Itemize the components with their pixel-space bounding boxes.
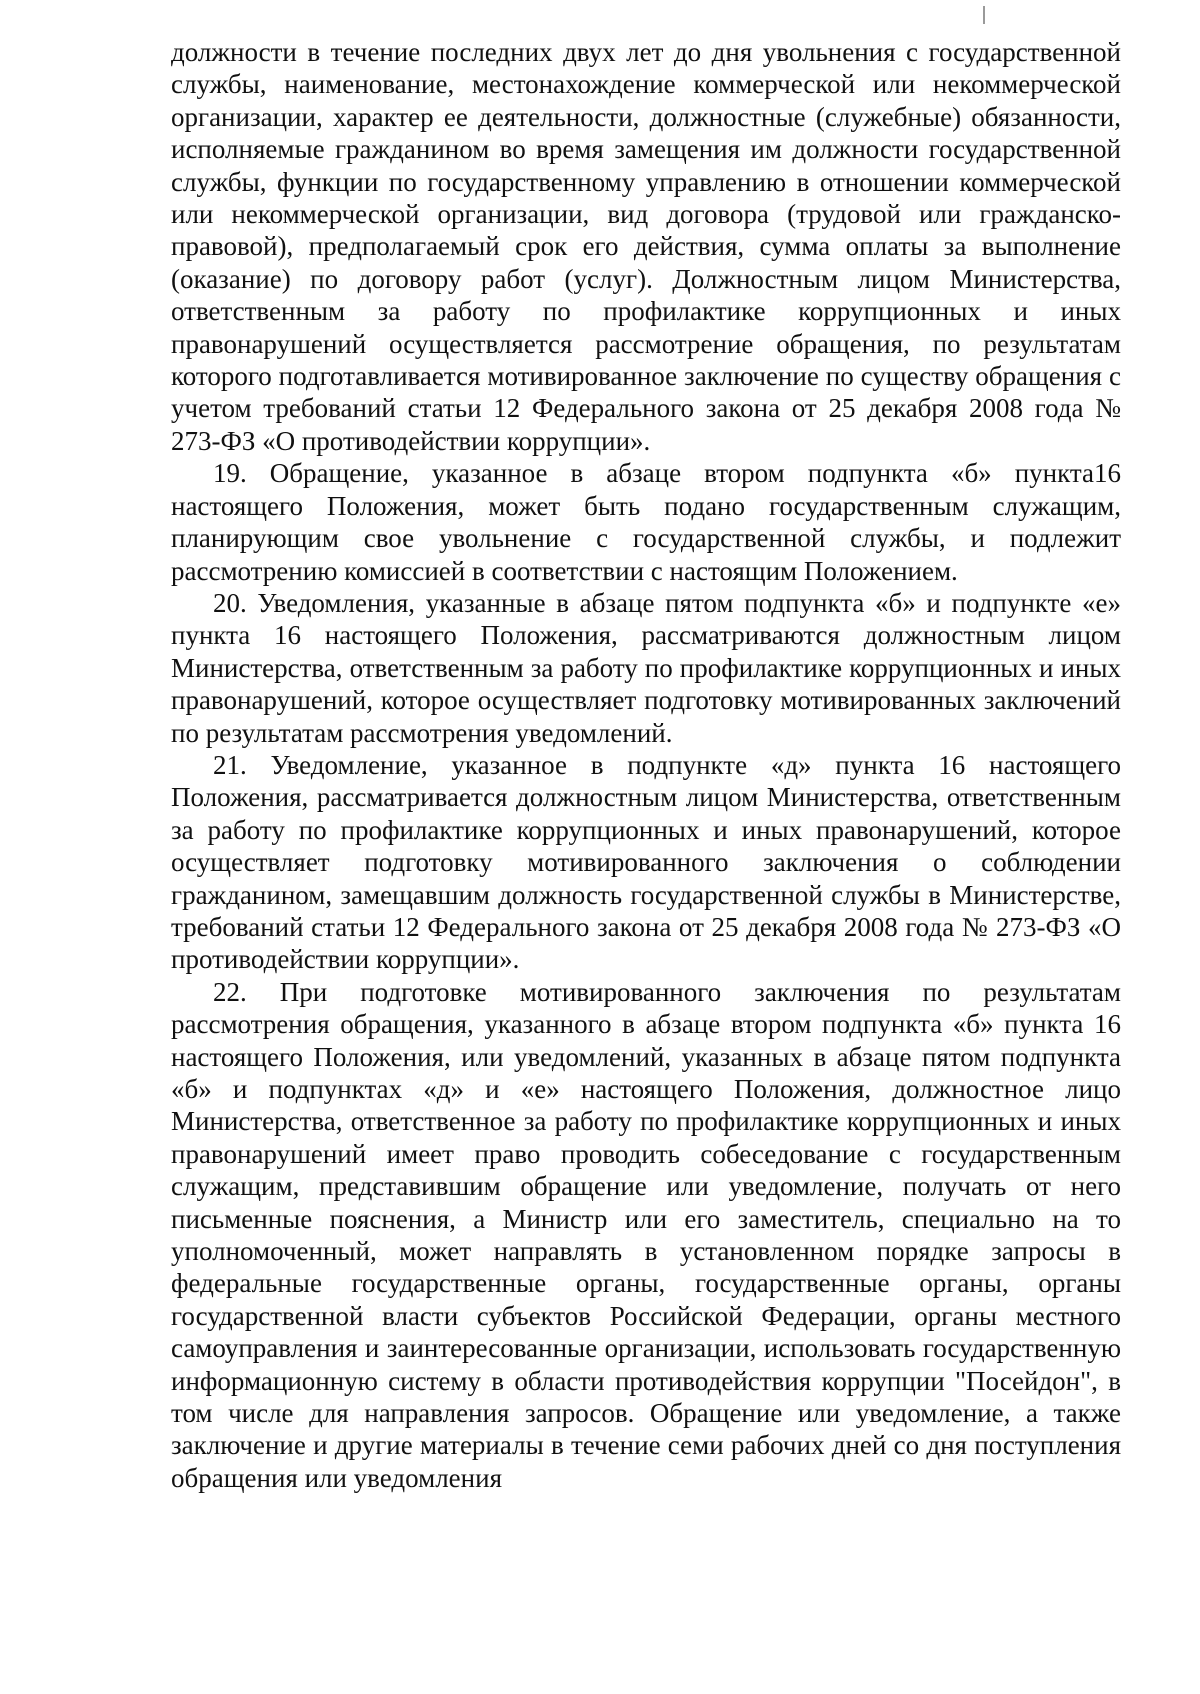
paragraph-21: 21. Уведомление, указанное в подпункте «д» пункта 16 настоящего Положения, рассматривается должностным лицом Министерства, ответственным за работу по профилактике коррупционных и иных правонарушений, которое осуществляет подготовку мотивированного заключения о соблюдении гражданином, замещавшим должность государственной службы в Министерстве, требований статьи 12 Федерального закона от 25 декабря 2008 года № 273-ФЗ «О противодействии коррупции».: [171, 749, 1121, 975]
paragraph-20: 20. Уведомления, указанные в абзаце пятом подпункта «б» и подпункте «е» пункта 16 настоящего Положения, рассматриваются должностным лицом Министерства, ответственным за работу по профилактике коррупционных и иных правонарушений, которое осуществляет подготовку мотивированных заключений по результатам рассмотрения уведомлений.: [171, 587, 1121, 748]
scan-artifact-mark: [983, 6, 985, 24]
paragraph-continuation: должности в течение последних двух лет до дня увольнения с государственной службы, наименование, местонахождение коммерческой или некоммерческой организации, характер ее деятельности, должностные (служебные) обязанности, исполняемые гражданином во время замещения им должности государственной службы, функции по государственному управлению в отношении коммерческой или некоммерческой организации, вид договора (трудовой или гражданско-правовой), предполагаемый срок его действия, сумма оплаты за выполнение (оказание) по договору работ (услуг). Должностным лицом Министерства, ответственным за работу по профилактике коррупционных и иных правонарушений осуществляется рассмотрение обращения, по результатам которого подготавливается мотивированное заключение по существу обращения с учетом требований статьи 12 Федерального закона от 25 декабря 2008 года № 273-ФЗ «О противодействии коррупции».: [171, 37, 1121, 456]
paragraph-19: 19. Обращение, указанное в абзаце втором подпункта «б» пункта16 настоящего Положения, может быть подано государственным служащим, планирующим свое увольнение с государственной службы, и подлежит рассмотрению комиссией в соответствии с настоящим Положением.: [171, 458, 1121, 586]
paragraph-22: 22. При подготовке мотивированного заключения по результатам рассмотрения обращения, указанного в абзаце втором подпункта «б» пункта 16 настоящего Положения, или уведомлений, указанных в абзаце пятом подпункта «б» и подпунктах «д» и «е» настоящего Положения, должностное лицо Министерства, ответственное за работу по профилактике коррупционных и иных правонарушений имеет право проводить собеседование с государственным служащим, представившим обращение или уведомление, получать от него письменные пояснения, а Министр или его заместитель, специально на то уполномоченный, может направлять в установленном порядке запросы в федеральные государственные органы, государственные органы, органы государственной власти субъектов Российской Федерации, органы местного самоуправления и заинтересованные организации, использовать государственную информационную систему в области противодействия коррупции "Посейдон", в том числе для направления запросов. Обращение или уведомление, а также заключение и другие материалы в течение семи рабочих дней со дня поступления обращения или уведомления: [171, 976, 1121, 1493]
document-body: [171, 36, 1121, 1494]
